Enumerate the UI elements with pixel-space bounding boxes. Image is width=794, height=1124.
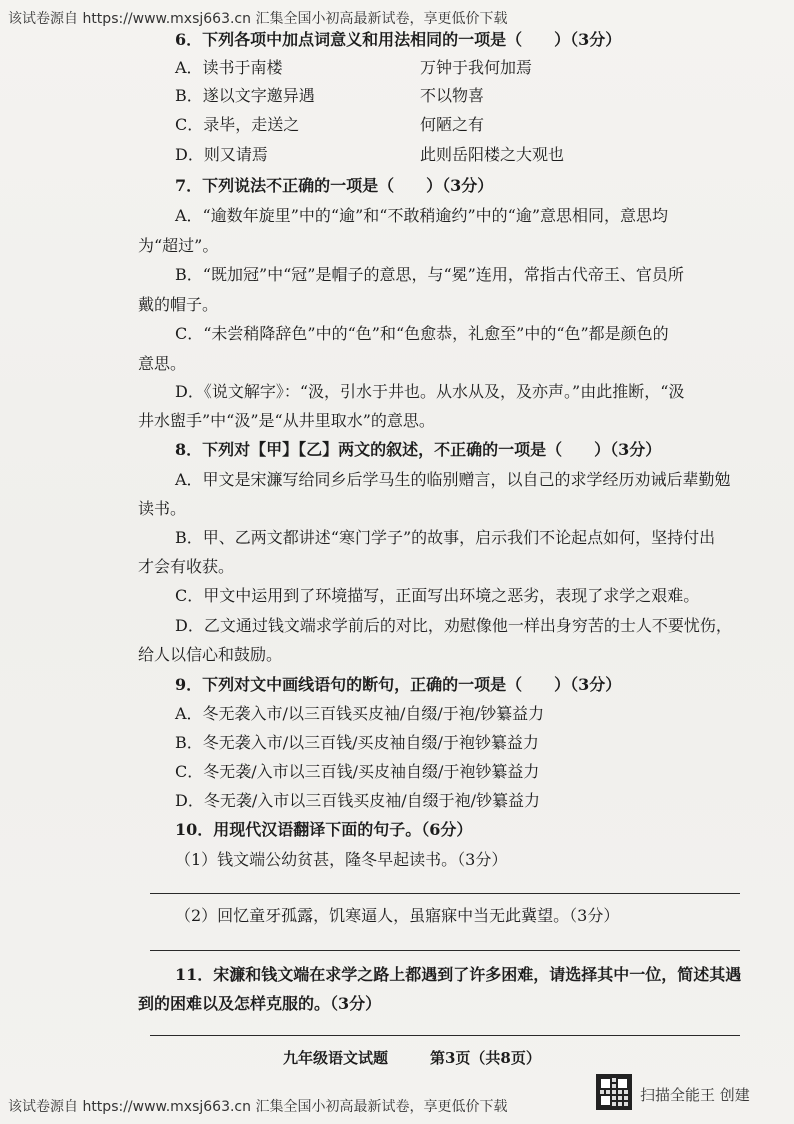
- q6-option-b-left: B．遂以文字邀异遇: [175, 86, 315, 105]
- q7-line: 为“超过”。: [138, 236, 219, 255]
- q8-stem: 8．下列对【甲】【乙】两文的叙述，不正确的一项是（ ）（3分）: [175, 440, 662, 459]
- q8-line: D．乙文通过钱文端求学前后的对比，劝慰像他一样出身穷苦的士人不要忧伤，: [175, 616, 732, 635]
- q11-line-2: 到的困难以及怎样克服的。（3分）: [138, 994, 382, 1013]
- q8-line: 读书。: [138, 499, 187, 518]
- q6-option-d-left: D．则又请焉: [175, 145, 268, 164]
- watermark-bottom[interactable]: 该试卷源自 https://www.mxsj663.cn 汇集全国小初高最新试卷，享更低价下载: [8, 1099, 508, 1115]
- q10-item-1: （1）钱文端公幼贫甚，隆冬早起读书。（3分）: [175, 850, 508, 869]
- q11-line-1: 11．宋濂和钱文端在求学之路上都遇到了许多困难，请选择其中一位，简述其遇: [175, 965, 742, 984]
- q10-item-2: （2）回忆童牙孤露，饥寒逼人，虽寤寐中当无此冀望。（3分）: [175, 906, 620, 925]
- q7-line: C．“未尝稍降辞色”中的“色”和“色愈恭，礼愈至”中的“色”都是颜色的: [175, 324, 669, 343]
- q6-option-c-left: C．录毕，走送之: [175, 115, 300, 134]
- q8-line: C．甲文中运用到了环境描写，正面写出环境之恶劣，表现了求学之艰难。: [175, 586, 700, 605]
- q9-option-a: A．冬无袭入市/以三百钱买皮袖/自缀/于袍/钞纂益力: [175, 704, 545, 723]
- q7-line: D．《说文解字》：“汲，引水于井也。从水从及，及亦声。”由此推断，“汲: [175, 382, 685, 401]
- q7-stem: 7．下列说法不正确的一项是（ ）（3分）: [175, 176, 494, 195]
- q7-line: 戴的帽子。: [138, 295, 219, 314]
- q6-option-d-right: 此则岳阳楼之大观也: [420, 145, 565, 164]
- q7-line: A．“逾数年旋里”中的“逾”和“不敢稍逾约”中的“逾”意思相同，意思均: [175, 206, 668, 225]
- q8-line: 才会有收获。: [138, 557, 235, 576]
- scanner-label: 扫描全能王 创建: [640, 1086, 750, 1104]
- footer-title: 九年级语文试题: [283, 1049, 389, 1067]
- footer-page-number: 第3页（共8页）: [430, 1049, 541, 1067]
- q9-option-b: B．冬无袭入市/以三百钱/买皮袖自缀/于袍钞纂益力: [175, 733, 539, 752]
- q7-line: B．“既加冠”中“冠”是帽子的意思，与“冕”连用，常指古代帝王、官员所: [175, 265, 684, 284]
- q6-option-b-right: 不以物喜: [420, 86, 485, 105]
- q6-option-c-right: 何陋之有: [420, 115, 485, 134]
- q9-option-c: C．冬无袭/入市以三百钱/买皮袖自缀/于袍钞纂益力: [175, 762, 540, 781]
- answer-line[interactable]: [150, 950, 740, 951]
- q7-line: 井水盥手”中“汲”是“从井里取水”的意思。: [138, 411, 435, 430]
- answer-line[interactable]: [150, 893, 740, 894]
- q8-line: B．甲、乙两文都讲述“寒门学子”的故事，启示我们不论起点如何，坚持付出: [175, 528, 716, 547]
- q8-line: 给人以信心和鼓励。: [138, 645, 283, 664]
- q6-option-a-left: A．读书于南楼: [175, 58, 283, 77]
- q9-option-d: D．冬无袭/入市以三百钱买皮袖/自缀于袍/钞纂益力: [175, 791, 541, 810]
- answer-line[interactable]: [150, 1035, 740, 1036]
- q10-stem: 10．用现代汉语翻译下面的句子。（6分）: [175, 820, 473, 839]
- q6-stem: 6．下列各项中加点词意义和用法相同的一项是（ ）（3分）: [175, 30, 622, 49]
- q7-line: 意思。: [138, 354, 187, 373]
- q8-line: A．甲文是宋濂写给同乡后学马生的临别赠言，以自己的求学经历劝诫后辈勤勉: [175, 470, 731, 489]
- q9-stem: 9．下列对文中画线语句的断句，正确的一项是（ ）（3分）: [175, 675, 622, 694]
- q6-option-a-right: 万钟于我何加焉: [420, 58, 533, 77]
- watermark-top[interactable]: 该试卷源自 https://www.mxsj663.cn 汇集全国小初高最新试卷，享更低价下载: [8, 11, 508, 27]
- qr-code-icon: [596, 1074, 632, 1110]
